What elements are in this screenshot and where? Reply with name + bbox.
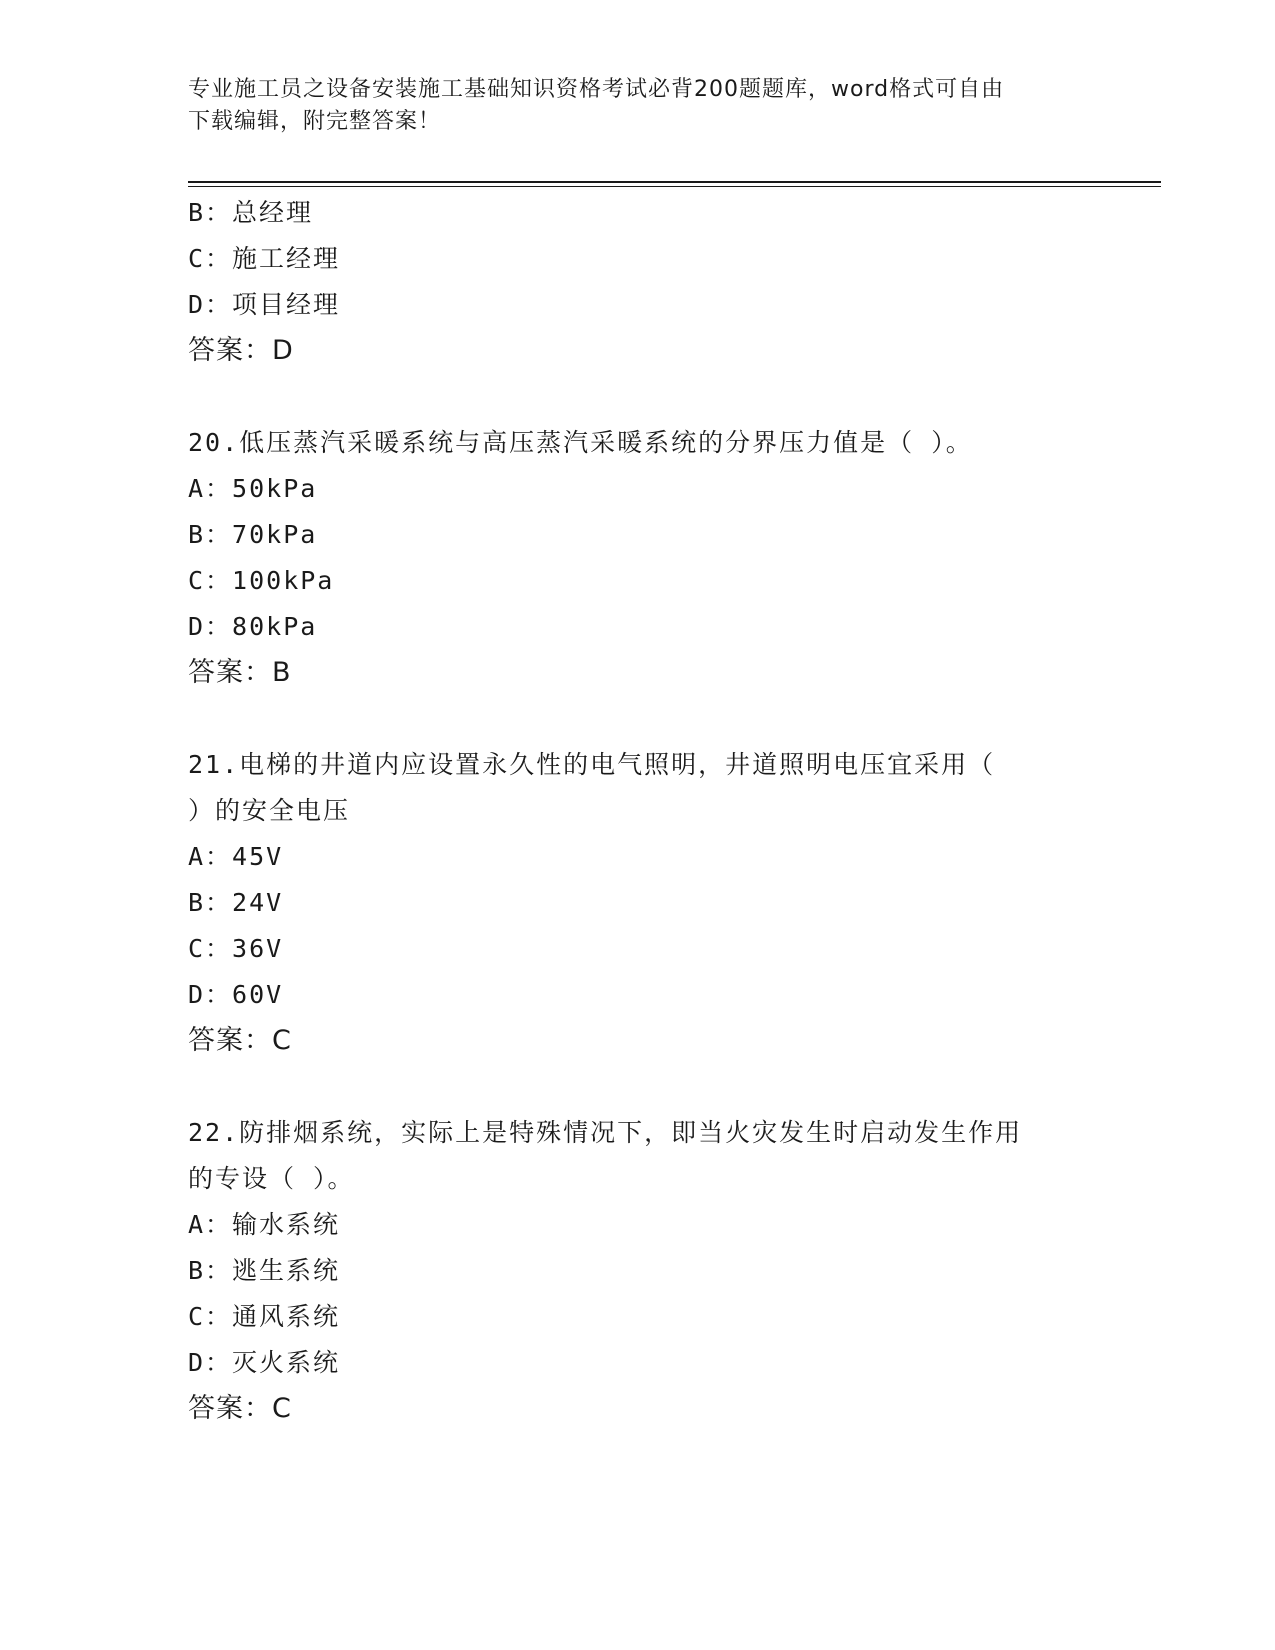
option-b: B：总经理	[188, 198, 314, 227]
option-a: A：45V	[188, 842, 284, 871]
option-b: B：逃生系统	[188, 1256, 341, 1285]
answer-line: 答案：C	[188, 1025, 292, 1056]
question-text-line1: 21.电梯的井道内应设置永久性的电气照明，井道照明电压宜采用（	[188, 750, 996, 779]
question-text-line1: 22.防排烟系统，实际上是特殊情况下，即当火灾发生时启动发生作用	[188, 1118, 1023, 1147]
answer-line: 答案：D	[188, 335, 294, 366]
header-divider-thick	[188, 181, 1161, 183]
question-list	[188, 190, 1088, 1432]
option-d: D：60V	[188, 980, 284, 1009]
answer-line: 答案：C	[188, 1393, 292, 1424]
answer-line: 答案：B	[188, 657, 292, 688]
question-text-line2: ）的安全电压	[188, 796, 351, 825]
option-b: B：70kPa	[188, 520, 318, 549]
question-text: 20.低压蒸汽采暖系统与高压蒸汽采暖系统的分界压力值是（ ）。	[188, 428, 973, 457]
question-20	[188, 420, 1088, 696]
question-19	[188, 190, 1088, 374]
document-header	[188, 74, 1088, 138]
option-a: A：输水系统	[188, 1210, 341, 1239]
header-title-line1: 专业施工员之设备安装施工基础知识资格考试必背200题题库，word格式可自由	[188, 77, 1005, 102]
question-text-line2: 的专设（ ）。	[188, 1164, 355, 1193]
option-c: C：100kPa	[188, 566, 335, 595]
header-title-line2: 下载编辑，附完整答案！	[188, 109, 442, 134]
option-a: A：50kPa	[188, 474, 318, 503]
option-c: C：通风系统	[188, 1302, 341, 1331]
option-b: B：24V	[188, 888, 284, 917]
option-c: C：36V	[188, 934, 284, 963]
option-d: D：项目经理	[188, 290, 341, 319]
option-c: C：施工经理	[188, 244, 341, 273]
question-22	[188, 1110, 1088, 1432]
question-21	[188, 742, 1088, 1064]
header-divider-thin	[188, 186, 1161, 187]
option-d: D：80kPa	[188, 612, 318, 641]
option-d: D：灭火系统	[188, 1348, 341, 1377]
